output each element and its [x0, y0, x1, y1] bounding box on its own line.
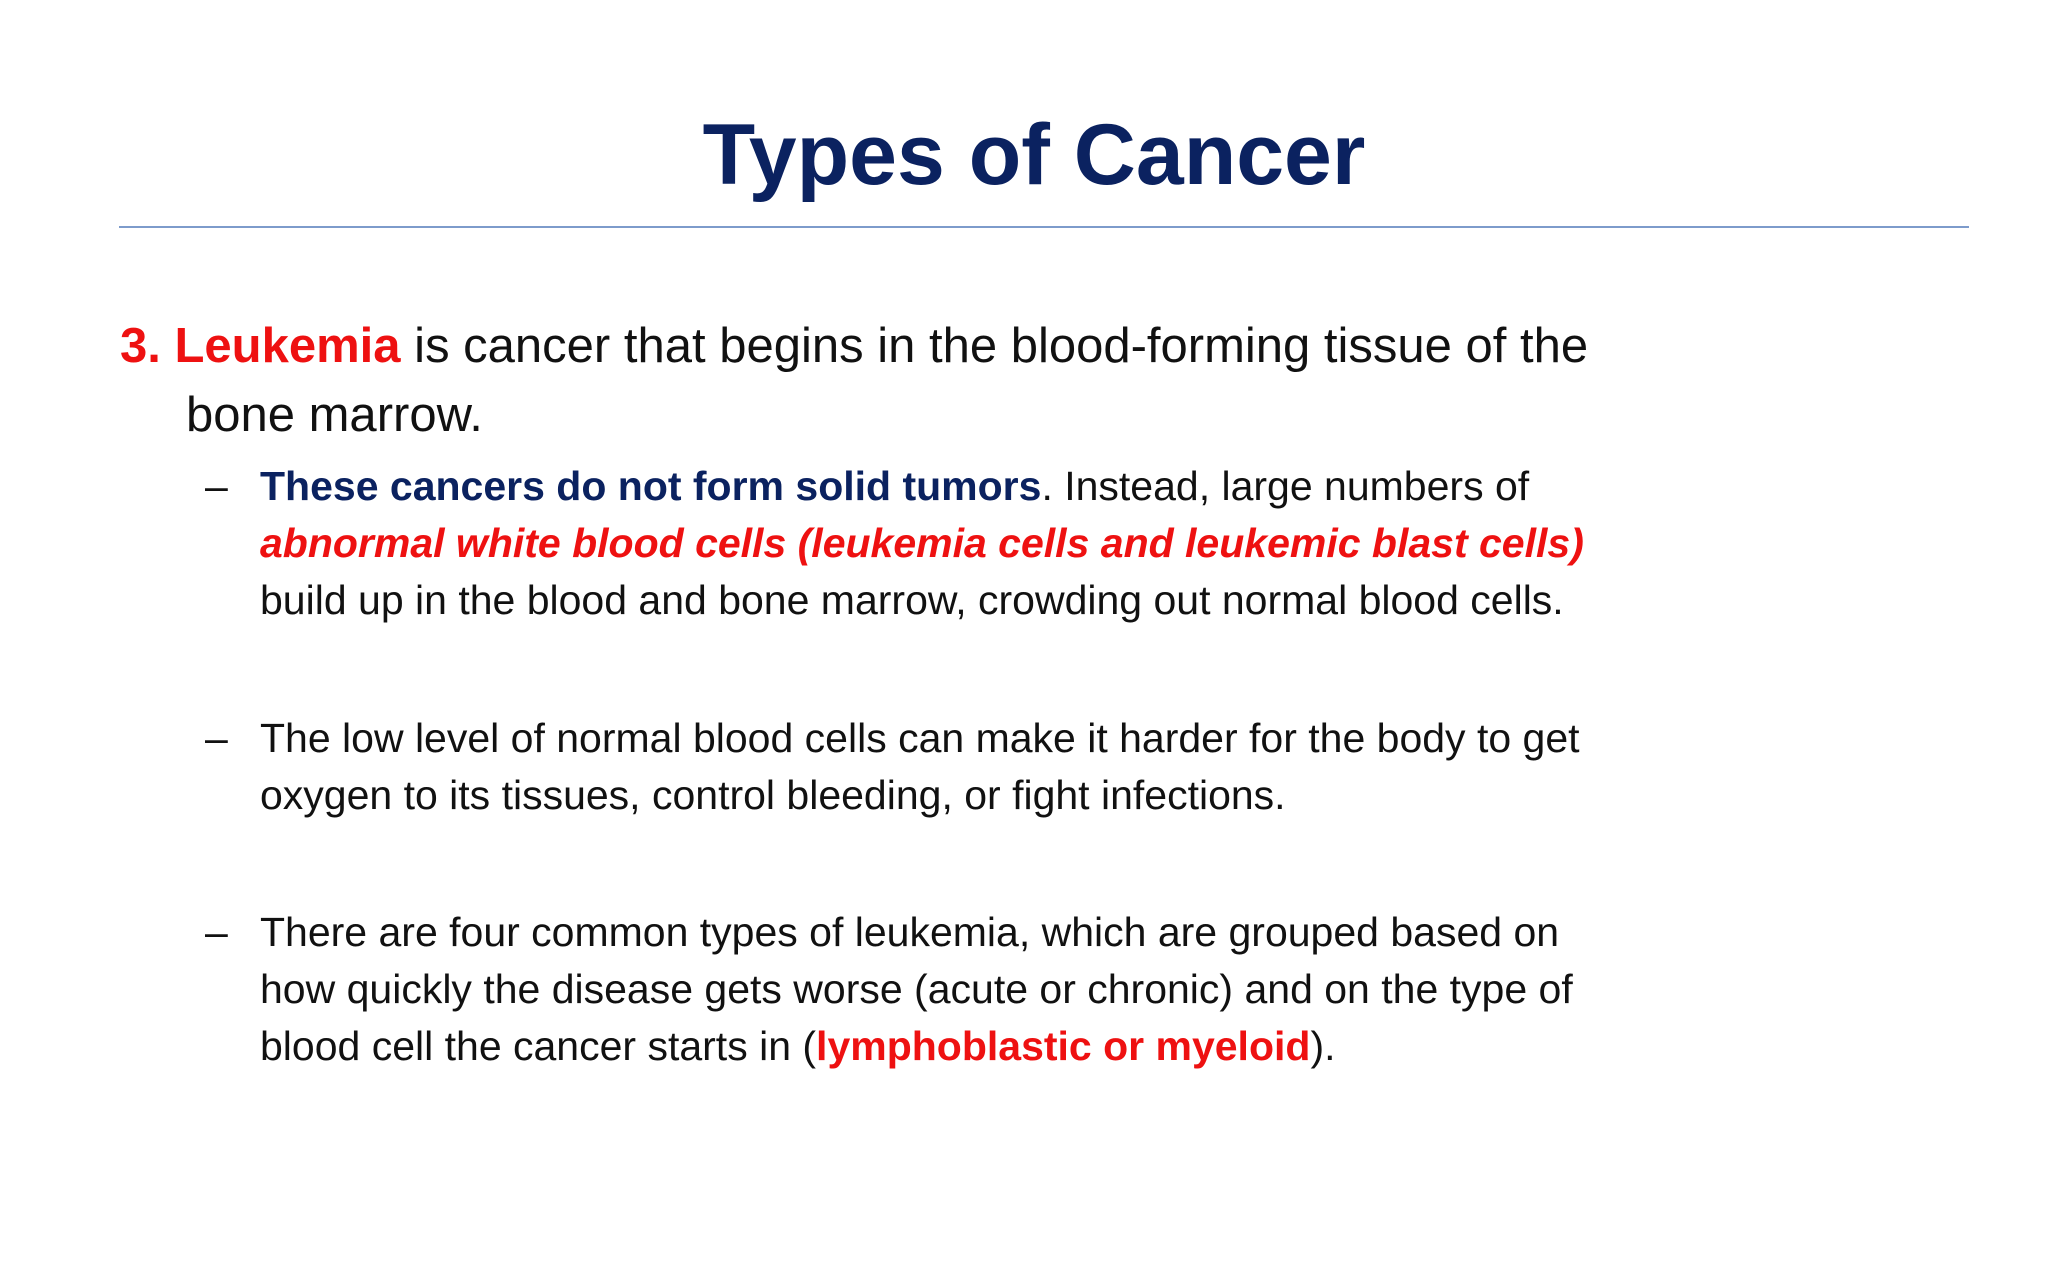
- bullet-3-line2: how quickly the disease gets worse (acute or chronic) and on the type of: [260, 966, 1573, 1012]
- bullet-1-line1: [260, 458, 1765, 515]
- bullet-1-tail: build up in the blood and bone marrow, crowding out normal blood cells.: [260, 577, 1564, 623]
- bullet-3-line3: [260, 1018, 1765, 1075]
- point-text-line2: bone marrow.: [186, 388, 483, 442]
- bullet-3-line3-before: blood cell the cancer starts in (: [260, 1023, 817, 1069]
- point-number: 3.: [120, 319, 161, 373]
- bullet-1-after-lead: . Instead, large numbers of: [1041, 463, 1530, 509]
- main-point: [120, 312, 1720, 450]
- slide-title: Types of Cancer: [702, 107, 1366, 203]
- bullet-1-bold-lead: These cancers do not form solid tumors: [260, 463, 1042, 509]
- bullet-2-line1: The low level of normal blood cells can make it harder for the body to get: [260, 715, 1580, 761]
- bullet-2-line2: oxygen to its tissues, control bleeding, or fight infections.: [260, 772, 1286, 818]
- bullet-3: [205, 904, 1765, 1075]
- bullet-3-line1: There are four common types of leukemia, which are grouped based on: [260, 909, 1560, 955]
- bullet-1-red-italic: abnormal white blood cells (leukemia cells and leukemic blast cells): [260, 520, 1584, 566]
- main-point-line1: [120, 319, 1588, 373]
- bullet-1: [205, 458, 1765, 629]
- bullet-3-line3-after: ).: [1310, 1023, 1336, 1069]
- bullet-2: [205, 710, 1765, 824]
- bullet-3-line3-red: lymphoblastic or myeloid: [816, 1023, 1311, 1069]
- bullet-dash: –: [205, 909, 228, 955]
- bullet-dash: –: [205, 715, 228, 761]
- bullet-dash: –: [205, 463, 228, 509]
- point-term: Leukemia: [174, 319, 401, 373]
- title-divider: [119, 226, 1969, 228]
- point-text-line1: is cancer that begins in the blood-forming tissue of the: [400, 319, 1589, 373]
